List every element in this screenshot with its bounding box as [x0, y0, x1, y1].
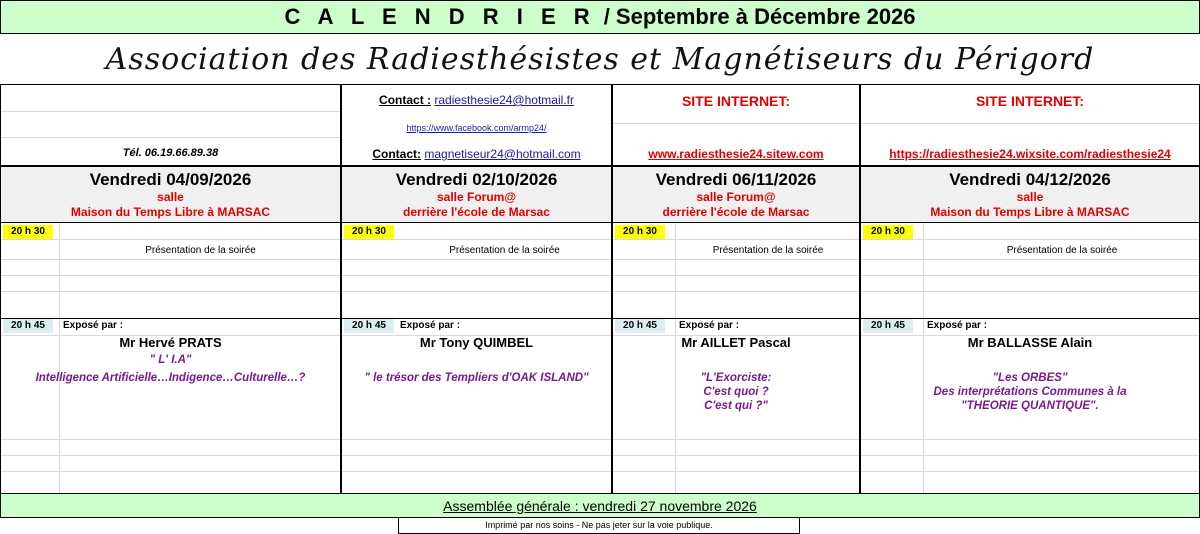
time-slot-start: 20 h 30	[344, 225, 394, 239]
event-column-1	[1, 85, 342, 493]
venue-line-1: salle	[1016, 190, 1044, 204]
site-title: SITE INTERNET:	[975, 93, 1085, 109]
expose-label: Exposé par :	[400, 320, 461, 331]
speaker-name: Mr Hervé PRATS	[119, 335, 222, 350]
date-block	[861, 165, 1199, 223]
presentation-section	[1, 223, 340, 319]
site-link-1[interactable]: www.radiesthesie24.sitew.com	[648, 147, 824, 161]
time-slot-start: 20 h 30	[615, 225, 665, 239]
event-column-3	[613, 85, 861, 493]
site-title: SITE INTERNET:	[681, 93, 791, 109]
contact-cell-3	[613, 85, 859, 165]
time-slot-talk: 20 h 45	[3, 319, 53, 333]
venue-line-1: salle Forum@	[436, 190, 517, 204]
contact-cell-2	[342, 85, 611, 165]
contact-email-link-1[interactable]: radiesthesie24@hotmail.fr	[434, 93, 574, 107]
phone-number: Tél. 06.19.66.89.38	[122, 147, 219, 159]
venue-line-2: derrière l'école de Marsac	[403, 205, 550, 219]
talk-section	[342, 319, 611, 493]
talk-section	[861, 319, 1199, 493]
speaker-name: Mr BALLASSE Alain	[967, 335, 1093, 350]
expose-label: Exposé par :	[679, 320, 740, 331]
event-column-4	[861, 85, 1199, 493]
talk-section	[613, 319, 859, 493]
calendar-grid	[0, 84, 1200, 494]
topic-line-1: " L' I.A"	[149, 354, 192, 366]
presentation-text: Présentation de la soirée	[449, 245, 560, 256]
venue-line-2: Maison du Temps Libre à MARSAC	[930, 205, 1130, 219]
presentation-section	[861, 223, 1199, 319]
venue-line-2: derrière l'école de Marsac	[662, 205, 810, 219]
topic-line-1: "L'Exorciste:	[700, 372, 772, 384]
venue-line-2: Maison du Temps Libre à MARSAC	[70, 205, 271, 219]
general-assembly-text: Assemblée générale : vendredi 27 novembre 2026	[443, 497, 757, 514]
date-block	[1, 165, 340, 223]
presentation-text: Présentation de la soirée	[1006, 245, 1118, 256]
event-date: Vendredi 04/09/2026	[89, 170, 252, 189]
time-slot-talk: 20 h 45	[863, 319, 913, 333]
topic-line-2: Intelligence Artificielle…Indigence…Culturelle…?	[35, 372, 306, 384]
expose-label: Exposé par :	[927, 320, 988, 331]
contact-cell-1	[1, 85, 340, 165]
date-block	[342, 165, 611, 223]
contact-email-link-2[interactable]: magnetiseur24@hotmail.com	[424, 147, 581, 161]
venue-line-1: salle Forum@	[696, 190, 776, 204]
title-calendar: C A L E N D R I E R	[284, 4, 596, 29]
contact-label-1: Contact :	[379, 93, 432, 107]
presentation-text: Présentation de la soirée	[145, 245, 256, 256]
printed-notice: Imprimé par nos soins - Ne pas jeter sur la voie publique.	[398, 518, 800, 534]
event-date: Vendredi 02/10/2026	[395, 170, 558, 189]
expose-label: Exposé par :	[63, 320, 124, 331]
contact-label-2: Contact:	[372, 147, 422, 161]
topic-line-1: " le trésor des Templiers d'OAK ISLAND"	[364, 372, 589, 384]
time-slot-talk: 20 h 45	[615, 319, 665, 333]
topic-line-3: C'est qui ?"	[704, 400, 768, 412]
event-date: Vendredi 04/12/2026	[949, 170, 1111, 189]
association-name: Association des Radiesthésistes et Magnétiseurs du Périgord	[105, 41, 1095, 77]
time-slot-start: 20 h 30	[3, 225, 53, 239]
contact-cell-4	[861, 85, 1199, 165]
time-slot-talk: 20 h 45	[344, 319, 394, 333]
facebook-link[interactable]: https://www.facebook.com/armp24/	[406, 123, 547, 133]
presentation-text: Présentation de la soirée	[712, 245, 824, 256]
date-block	[613, 165, 859, 223]
topic-line-3: "THEORIE QUANTIQUE".	[961, 400, 1099, 412]
topic-line-2: Des interprétations Communes à la	[933, 386, 1127, 398]
title-period: / Septembre à Décembre 2026	[603, 4, 916, 29]
event-column-2	[342, 85, 613, 493]
presentation-section	[613, 223, 859, 319]
time-slot-start: 20 h 30	[863, 225, 913, 239]
event-date: Vendredi 06/11/2026	[655, 170, 817, 189]
speaker-name: Mr Tony QUIMBEL	[419, 335, 534, 350]
presentation-section	[342, 223, 611, 319]
general-assembly-bar	[0, 494, 1200, 518]
venue-line-1: salle	[157, 190, 184, 204]
topic-line-1: "Les ORBES"	[992, 372, 1068, 384]
site-link-2[interactable]: https://radiesthesie24.wixsite.com/radiesthesie24	[889, 147, 1171, 161]
title-bar	[0, 0, 1200, 34]
topic-line-2: C'est quoi ?	[703, 386, 769, 398]
talk-section	[1, 319, 340, 493]
speaker-name: Mr AILLET Pascal	[681, 335, 791, 350]
